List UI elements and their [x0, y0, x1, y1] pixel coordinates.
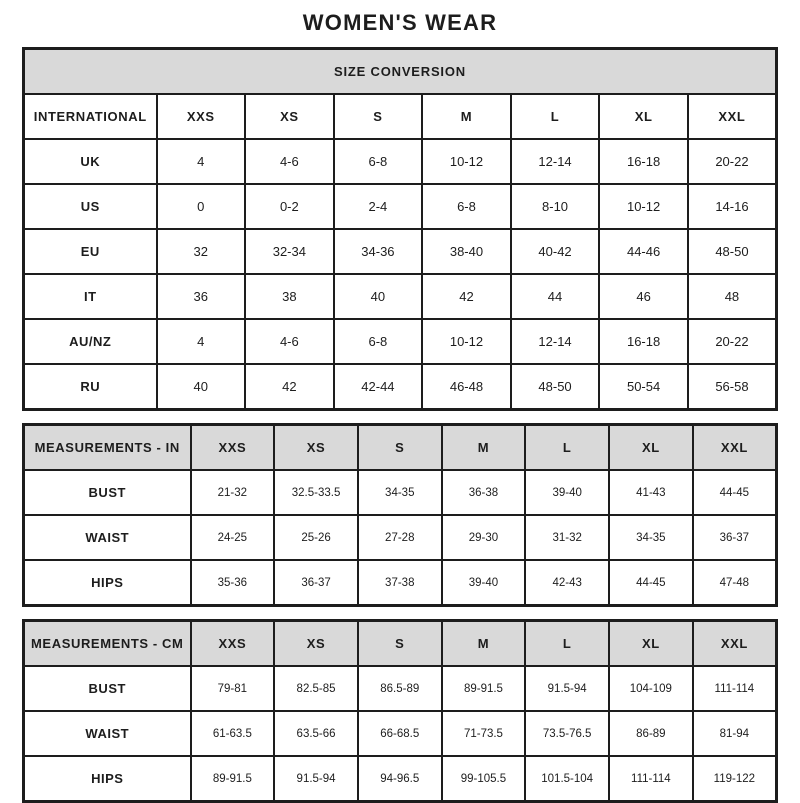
value-cell: 40 [157, 364, 246, 410]
value-cell: 16-18 [599, 319, 688, 364]
value-cell: 40 [334, 274, 423, 319]
value-cell: 48-50 [511, 364, 600, 410]
size-column-header: M [422, 94, 511, 139]
value-cell: 89-91.5 [442, 666, 526, 711]
value-cell: 35-36 [191, 560, 275, 606]
value-cell: 39-40 [525, 470, 609, 515]
value-cell: 111-114 [693, 666, 777, 711]
row-label: BUST [24, 470, 191, 515]
value-cell: 44-46 [599, 229, 688, 274]
header-row [24, 621, 777, 667]
value-cell: 61-63.5 [191, 711, 275, 756]
value-cell: 4-6 [245, 319, 334, 364]
value-cell: 71-73.5 [442, 711, 526, 756]
size-column-header: XS [274, 425, 358, 471]
value-cell: 39-40 [442, 560, 526, 606]
value-cell: 48-50 [688, 229, 777, 274]
table-row [24, 319, 777, 364]
row-label: BUST [24, 666, 191, 711]
size-column-header: S [334, 94, 423, 139]
value-cell: 38 [245, 274, 334, 319]
table-row [24, 274, 777, 319]
row-label: WAIST [24, 711, 191, 756]
value-cell: 63.5-66 [274, 711, 358, 756]
row-label: UK [24, 139, 157, 184]
measurements-cm-table [22, 619, 778, 803]
value-cell: 0 [157, 184, 246, 229]
value-cell: 21-32 [191, 470, 275, 515]
table-row [24, 470, 777, 515]
value-cell: 36-37 [693, 515, 777, 560]
value-cell: 47-48 [693, 560, 777, 606]
value-cell: 89-91.5 [191, 756, 275, 802]
size-column-header: XL [609, 621, 693, 667]
value-cell: 86-89 [609, 711, 693, 756]
table-row [24, 711, 777, 756]
value-cell: 91.5-94 [274, 756, 358, 802]
value-cell: 34-35 [609, 515, 693, 560]
size-column-header: S [358, 425, 442, 471]
table-row [24, 515, 777, 560]
table-row [24, 184, 777, 229]
value-cell: 101.5-104 [525, 756, 609, 802]
page-title: WOMEN'S WEAR [302, 10, 498, 35]
value-cell: 31-32 [525, 515, 609, 560]
table-row [24, 364, 777, 410]
value-cell: 48 [688, 274, 777, 319]
value-cell: 99-105.5 [442, 756, 526, 802]
size-column-header: S [358, 621, 442, 667]
value-cell: 12-14 [511, 139, 600, 184]
value-cell: 73.5-76.5 [525, 711, 609, 756]
table-banner-row [24, 49, 777, 95]
value-cell: 12-14 [511, 319, 600, 364]
value-cell: 6-8 [334, 319, 423, 364]
row-label: RU [24, 364, 157, 410]
row-label: US [24, 184, 157, 229]
value-cell: 24-25 [191, 515, 275, 560]
value-cell: 46 [599, 274, 688, 319]
value-cell: 41-43 [609, 470, 693, 515]
size-column-header: M [442, 425, 526, 471]
value-cell: 6-8 [422, 184, 511, 229]
value-cell: 14-16 [688, 184, 777, 229]
value-cell: 50-54 [599, 364, 688, 410]
table-banner: SIZE CONVERSION [24, 49, 777, 95]
size-column-header: XXL [693, 425, 777, 471]
value-cell: 4-6 [245, 139, 334, 184]
size-column-header: L [525, 621, 609, 667]
value-cell: 37-38 [358, 560, 442, 606]
row-label: IT [24, 274, 157, 319]
value-cell: 2-4 [334, 184, 423, 229]
value-cell: 29-30 [442, 515, 526, 560]
value-cell: 20-22 [688, 319, 777, 364]
table-row [24, 756, 777, 802]
value-cell: 104-109 [609, 666, 693, 711]
value-cell: 25-26 [274, 515, 358, 560]
size-column-header: XXL [688, 94, 777, 139]
value-cell: 10-12 [422, 319, 511, 364]
value-cell: 119-122 [693, 756, 777, 802]
value-cell: 4 [157, 139, 246, 184]
value-cell: 44 [511, 274, 600, 319]
value-cell: 66-68.5 [358, 711, 442, 756]
row-label: WAIST [24, 515, 191, 560]
size-column-header: XXS [191, 621, 275, 667]
value-cell: 86.5-89 [358, 666, 442, 711]
value-cell: 32.5-33.5 [274, 470, 358, 515]
value-cell: 20-22 [688, 139, 777, 184]
value-cell: 34-36 [334, 229, 423, 274]
measurements-in-table [22, 423, 778, 607]
size-column-header: L [511, 94, 600, 139]
value-cell: 6-8 [334, 139, 423, 184]
header-row [24, 94, 777, 139]
size-column-header: L [525, 425, 609, 471]
value-cell: 10-12 [599, 184, 688, 229]
value-cell: 36 [157, 274, 246, 319]
size-column-header: XXS [157, 94, 246, 139]
row-label-header: INTERNATIONAL [24, 94, 157, 139]
value-cell: 111-114 [609, 756, 693, 802]
header-row [24, 425, 777, 471]
row-label: HIPS [24, 756, 191, 802]
value-cell: 32-34 [245, 229, 334, 274]
row-label-header: MEASUREMENTS - CM [24, 621, 191, 667]
value-cell: 42-43 [525, 560, 609, 606]
value-cell: 42 [422, 274, 511, 319]
value-cell: 46-48 [422, 364, 511, 410]
value-cell: 32 [157, 229, 246, 274]
value-cell: 42-44 [334, 364, 423, 410]
value-cell: 8-10 [511, 184, 600, 229]
row-label: HIPS [24, 560, 191, 606]
value-cell: 94-96.5 [358, 756, 442, 802]
value-cell: 10-12 [422, 139, 511, 184]
table-row [24, 560, 777, 606]
value-cell: 34-35 [358, 470, 442, 515]
value-cell: 42 [245, 364, 334, 410]
size-column-header: XS [245, 94, 334, 139]
value-cell: 0-2 [245, 184, 334, 229]
value-cell: 38-40 [422, 229, 511, 274]
table-row [24, 229, 777, 274]
value-cell: 82.5-85 [274, 666, 358, 711]
size-conversion-table [22, 47, 778, 411]
value-cell: 44-45 [609, 560, 693, 606]
size-column-header: XXL [693, 621, 777, 667]
value-cell: 40-42 [511, 229, 600, 274]
table-row [24, 666, 777, 711]
row-label-header: MEASUREMENTS - IN [24, 425, 191, 471]
row-label: EU [24, 229, 157, 274]
size-column-header: M [442, 621, 526, 667]
value-cell: 16-18 [599, 139, 688, 184]
value-cell: 4 [157, 319, 246, 364]
value-cell: 44-45 [693, 470, 777, 515]
table-row [24, 139, 777, 184]
value-cell: 56-58 [688, 364, 777, 410]
value-cell: 91.5-94 [525, 666, 609, 711]
size-column-header: XL [609, 425, 693, 471]
value-cell: 36-37 [274, 560, 358, 606]
size-column-header: XS [274, 621, 358, 667]
size-column-header: XL [599, 94, 688, 139]
value-cell: 36-38 [442, 470, 526, 515]
value-cell: 81-94 [693, 711, 777, 756]
size-column-header: XXS [191, 425, 275, 471]
value-cell: 27-28 [358, 515, 442, 560]
row-label: AU/NZ [24, 319, 157, 364]
value-cell: 79-81 [191, 666, 275, 711]
